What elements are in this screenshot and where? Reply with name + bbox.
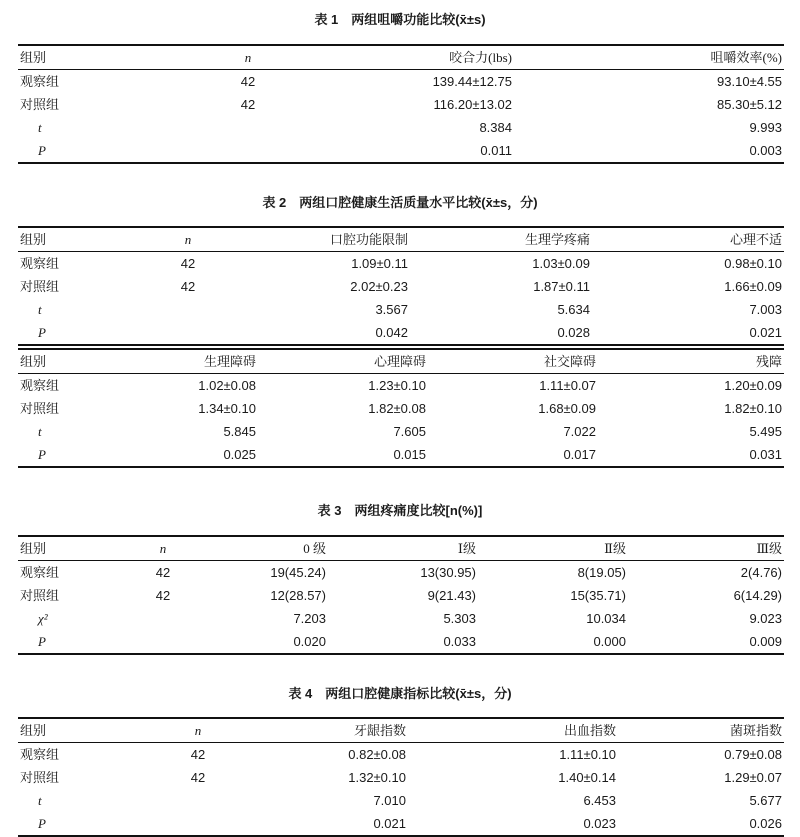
header-physical-pain: 生理学疼痛 <box>410 227 592 252</box>
cell: 12(28.57) <box>270 588 326 603</box>
cell: 0.000 <box>478 630 628 654</box>
cell: 8(19.05) <box>577 565 626 580</box>
header-n: n <box>138 536 188 561</box>
header-physical-disability: 生理障碍 <box>158 349 258 374</box>
header-n: n <box>218 45 278 70</box>
cell: P <box>18 630 138 654</box>
cell: 9.993 <box>749 120 782 135</box>
table-row <box>18 374 784 398</box>
cell: 1.20±0.09 <box>724 378 782 393</box>
cell: 0.82±0.08 <box>348 747 406 762</box>
cell: 1.82±0.08 <box>368 401 426 416</box>
header-n: n <box>158 227 218 252</box>
cell: 42 <box>155 565 171 580</box>
cell: 5.845 <box>223 424 256 439</box>
table-header-row <box>18 349 784 374</box>
table4-caption: 表 4 两组口腔健康指标比较(x̄±s，分) <box>288 686 512 701</box>
cell: P <box>18 443 158 467</box>
table-row <box>18 812 784 836</box>
table-row <box>18 561 784 585</box>
cell: 观察组 <box>20 378 60 393</box>
cell: 1.09±0.11 <box>351 256 408 271</box>
cell: 1.11±0.10 <box>559 747 616 762</box>
cell: 15(35.71) <box>570 588 626 603</box>
cell <box>138 607 188 630</box>
table2-part-a <box>18 226 784 346</box>
table-row <box>18 766 784 789</box>
cell: 9(21.43) <box>427 588 476 603</box>
cell: 139.44±12.75 <box>432 74 512 89</box>
table3-caption: 表 3 两组疼痛度比较[n(%)] <box>317 503 483 518</box>
cell: 8.384 <box>479 120 512 135</box>
cell: 13(30.95) <box>420 565 476 580</box>
cell: 0.017 <box>428 443 598 467</box>
cell: 1.40±0.14 <box>558 770 616 785</box>
cell: t <box>38 424 42 439</box>
table-row <box>18 607 784 630</box>
cell: t <box>38 120 42 135</box>
table4 <box>18 717 784 837</box>
header-grade-1: Ⅰ级 <box>328 536 478 561</box>
cell: 1.11±0.07 <box>539 378 596 393</box>
table-row <box>18 275 784 298</box>
table-row <box>18 443 784 467</box>
cell: t <box>38 793 42 808</box>
cell: 0.79±0.08 <box>724 747 782 762</box>
cell: 7.003 <box>749 302 782 317</box>
cell: 0.042 <box>218 321 410 345</box>
header-group: 组别 <box>18 227 158 252</box>
cell: 116.20±13.02 <box>433 97 512 112</box>
header-oral-function: 口腔功能限制 <box>218 227 410 252</box>
cell: 0.021 <box>238 812 408 836</box>
cell: 0.021 <box>592 321 784 345</box>
cell: 6(14.29) <box>733 588 782 603</box>
cell: 0.033 <box>328 630 478 654</box>
cell: 对照组 <box>20 401 60 416</box>
table-row <box>18 139 784 163</box>
table-row <box>18 397 784 420</box>
cell: 观察组 <box>20 565 60 580</box>
cell: 5.495 <box>749 424 782 439</box>
cell: 42 <box>180 256 196 271</box>
cell: 0.025 <box>158 443 258 467</box>
table-row <box>18 420 784 443</box>
cell: 对照组 <box>20 588 60 603</box>
cell: 7.022 <box>563 424 596 439</box>
header-group: 组别 <box>18 718 158 743</box>
cell: 9.023 <box>749 611 782 626</box>
table-row <box>18 93 784 116</box>
cell: 1.32±0.10 <box>348 770 406 785</box>
cell: 0.031 <box>598 443 784 467</box>
cell: 0.003 <box>514 139 784 163</box>
cell: 42 <box>180 279 196 294</box>
header-grade-0: 0 级 <box>188 536 328 561</box>
cell: 42 <box>240 74 256 89</box>
header-handicap: 残障 <box>598 349 784 374</box>
table1-caption: 表 1 两组咀嚼功能比较(x̄±s) <box>314 12 486 27</box>
header-chewing-efficiency: 咀嚼效率(%) <box>514 45 784 70</box>
cell <box>158 789 238 812</box>
header-grade-2: Ⅱ级 <box>478 536 628 561</box>
cell: 1.68±0.09 <box>538 401 596 416</box>
cell: 1.87±0.11 <box>533 279 590 294</box>
cell: P <box>18 321 158 345</box>
table2-part-b <box>18 348 784 468</box>
cell: 10.034 <box>586 611 626 626</box>
cell: 85.30±5.12 <box>717 97 782 112</box>
cell: 5.634 <box>557 302 590 317</box>
cell: 1.34±0.10 <box>198 401 256 416</box>
cell: 2(4.76) <box>740 565 782 580</box>
cell: 7.605 <box>393 424 426 439</box>
cell: 0.015 <box>258 443 428 467</box>
cell: 1.03±0.09 <box>532 256 590 271</box>
cell: 2.02±0.23 <box>350 279 408 294</box>
header-group: 组别 <box>18 45 218 70</box>
cell: 5.303 <box>443 611 476 626</box>
cell: 1.23±0.10 <box>368 378 426 393</box>
header-psych-discomfort: 心理不适 <box>592 227 784 252</box>
table-row <box>18 584 784 607</box>
cell <box>158 812 238 836</box>
header-psych-disability: 心理障碍 <box>258 349 428 374</box>
cell: 对照组 <box>20 279 60 294</box>
cell: 观察组 <box>20 74 60 89</box>
cell: 对照组 <box>20 97 60 112</box>
cell: 0.020 <box>188 630 328 654</box>
cell: 0.009 <box>628 630 784 654</box>
cell: P <box>18 812 158 836</box>
cell: 3.567 <box>375 302 408 317</box>
cell: 观察组 <box>20 256 60 271</box>
cell: 1.82±0.10 <box>724 401 782 416</box>
header-gingival-index: 牙龈指数 <box>238 718 408 743</box>
header-grade-3: Ⅲ级 <box>628 536 784 561</box>
cell: 93.10±4.55 <box>717 74 782 89</box>
table-header-row <box>18 536 784 561</box>
table-header-row <box>18 718 784 743</box>
cell: 42 <box>240 97 256 112</box>
table-row <box>18 789 784 812</box>
cell: 42 <box>190 770 206 785</box>
table-header-row <box>18 45 784 70</box>
cell: 1.02±0.08 <box>198 378 256 393</box>
cell: 0.023 <box>408 812 618 836</box>
cell: 1.66±0.09 <box>724 279 782 294</box>
cell: 0.98±0.10 <box>724 256 782 271</box>
cell: 19(45.24) <box>270 565 326 580</box>
header-bleeding-index: 出血指数 <box>408 718 618 743</box>
header-plaque-index: 菌斑指数 <box>618 718 784 743</box>
table-row <box>18 298 784 321</box>
table-row <box>18 321 784 345</box>
cell: 对照组 <box>20 770 60 785</box>
table-row <box>18 70 784 94</box>
table1 <box>18 44 784 164</box>
cell <box>138 630 188 654</box>
header-bite-force: 咬合力(lbs) <box>278 45 514 70</box>
cell: 7.203 <box>293 611 326 626</box>
cell <box>158 321 218 345</box>
cell <box>218 139 278 163</box>
cell: 42 <box>155 588 171 603</box>
table-row <box>18 252 784 276</box>
header-n: n <box>158 718 238 743</box>
cell: 7.010 <box>373 793 406 808</box>
table2-caption: 表 2 两组口腔健康生活质量水平比较(x̄±s，分) <box>262 195 538 210</box>
header-social-disability: 社交障碍 <box>428 349 598 374</box>
table-row <box>18 116 784 139</box>
cell: 5.677 <box>749 793 782 808</box>
cell: 6.453 <box>583 793 616 808</box>
cell: 0.026 <box>618 812 784 836</box>
table-header-row <box>18 227 784 252</box>
cell <box>158 298 218 321</box>
cell: 42 <box>190 747 206 762</box>
cell: 0.011 <box>278 139 514 163</box>
cell: 0.028 <box>410 321 592 345</box>
table3 <box>18 535 784 655</box>
cell: t <box>38 302 42 317</box>
table-row <box>18 630 784 654</box>
table-row <box>18 743 784 767</box>
cell: χ² <box>38 611 48 626</box>
cell: P <box>18 139 218 163</box>
cell: 观察组 <box>20 747 60 762</box>
cell: 1.29±0.07 <box>724 770 782 785</box>
header-group: 组别 <box>18 536 138 561</box>
header-group: 组别 <box>18 349 158 374</box>
cell <box>218 116 278 139</box>
